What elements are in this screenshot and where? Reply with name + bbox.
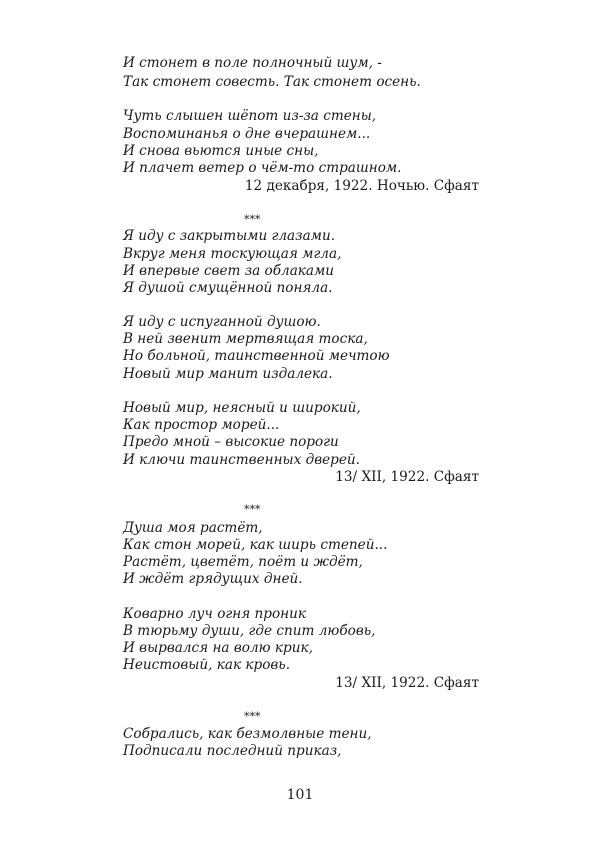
poem-line: И ключи таинственных дверей. (123, 452, 360, 468)
poem-date: 13/ XII, 1922. Сфаят (335, 675, 479, 691)
poem-date: 12 декабря, 1922. Ночью. Сфаят (244, 178, 479, 194)
poem-date: 13/ XII, 1922. Сфаят (335, 469, 479, 485)
poem-line: И плачет ветер о чём-то страшном. (123, 160, 402, 176)
poem-line: Как стон морей, как ширь степей... (123, 537, 388, 553)
poem-line: Неистовый, как кровь. (123, 657, 291, 673)
poem-line: Так стонет совесть. Так стонет осень. (123, 74, 421, 90)
poem-line: В тюрьму души, где спит любовь, (123, 623, 376, 639)
poem-line: Душа моя растёт, (123, 520, 263, 536)
poem-line: Я иду с испуганной душою. (123, 314, 321, 330)
poem-line: Новый мир манит издалека. (123, 366, 333, 382)
section-separator: *** (244, 503, 261, 516)
poem-line: Собрались, как безмолвные тени, (123, 726, 372, 742)
poem-line: В ней звенит мертвящая тоска, (123, 331, 368, 347)
section-separator: *** (244, 710, 261, 723)
poem-line: Но больной, таинственной мечтою (123, 348, 390, 364)
poem-line: Подписали последний приказ, (123, 743, 342, 759)
poem-line: Как простор морей... (123, 417, 280, 433)
poem-line: И вырвался на волю крик, (123, 640, 313, 656)
page-number: 101 (286, 787, 314, 803)
poem-line: И снова вьются иные сны, (123, 143, 319, 159)
poem-line: И стонет в поле полночный шум, - (123, 55, 382, 71)
poem-line: Новый мир, неясный и широкий, (123, 400, 361, 416)
poem-line: Предо мной – высокие пороги (123, 434, 339, 450)
poem-line: И ждёт грядущих дней. (123, 571, 303, 587)
poem-line: Вкруг меня тоскующая мгла, (123, 246, 342, 262)
section-separator: *** (244, 213, 261, 226)
poem-line: Я иду с закрытыми глазами. (123, 228, 336, 244)
poem-line: И впервые свет за облаками (123, 263, 335, 279)
poem-line: Растёт, цветёт, поёт и ждёт, (123, 554, 363, 570)
poem-line: Коварно луч огня проник (123, 606, 306, 622)
poem-line: Я душой смущённой поняла. (123, 280, 333, 296)
poem-line: Чуть слышен шёпот из-за стены, (123, 108, 377, 124)
poem-line: Воспоминанья о дне вчерашнем... (123, 126, 371, 142)
